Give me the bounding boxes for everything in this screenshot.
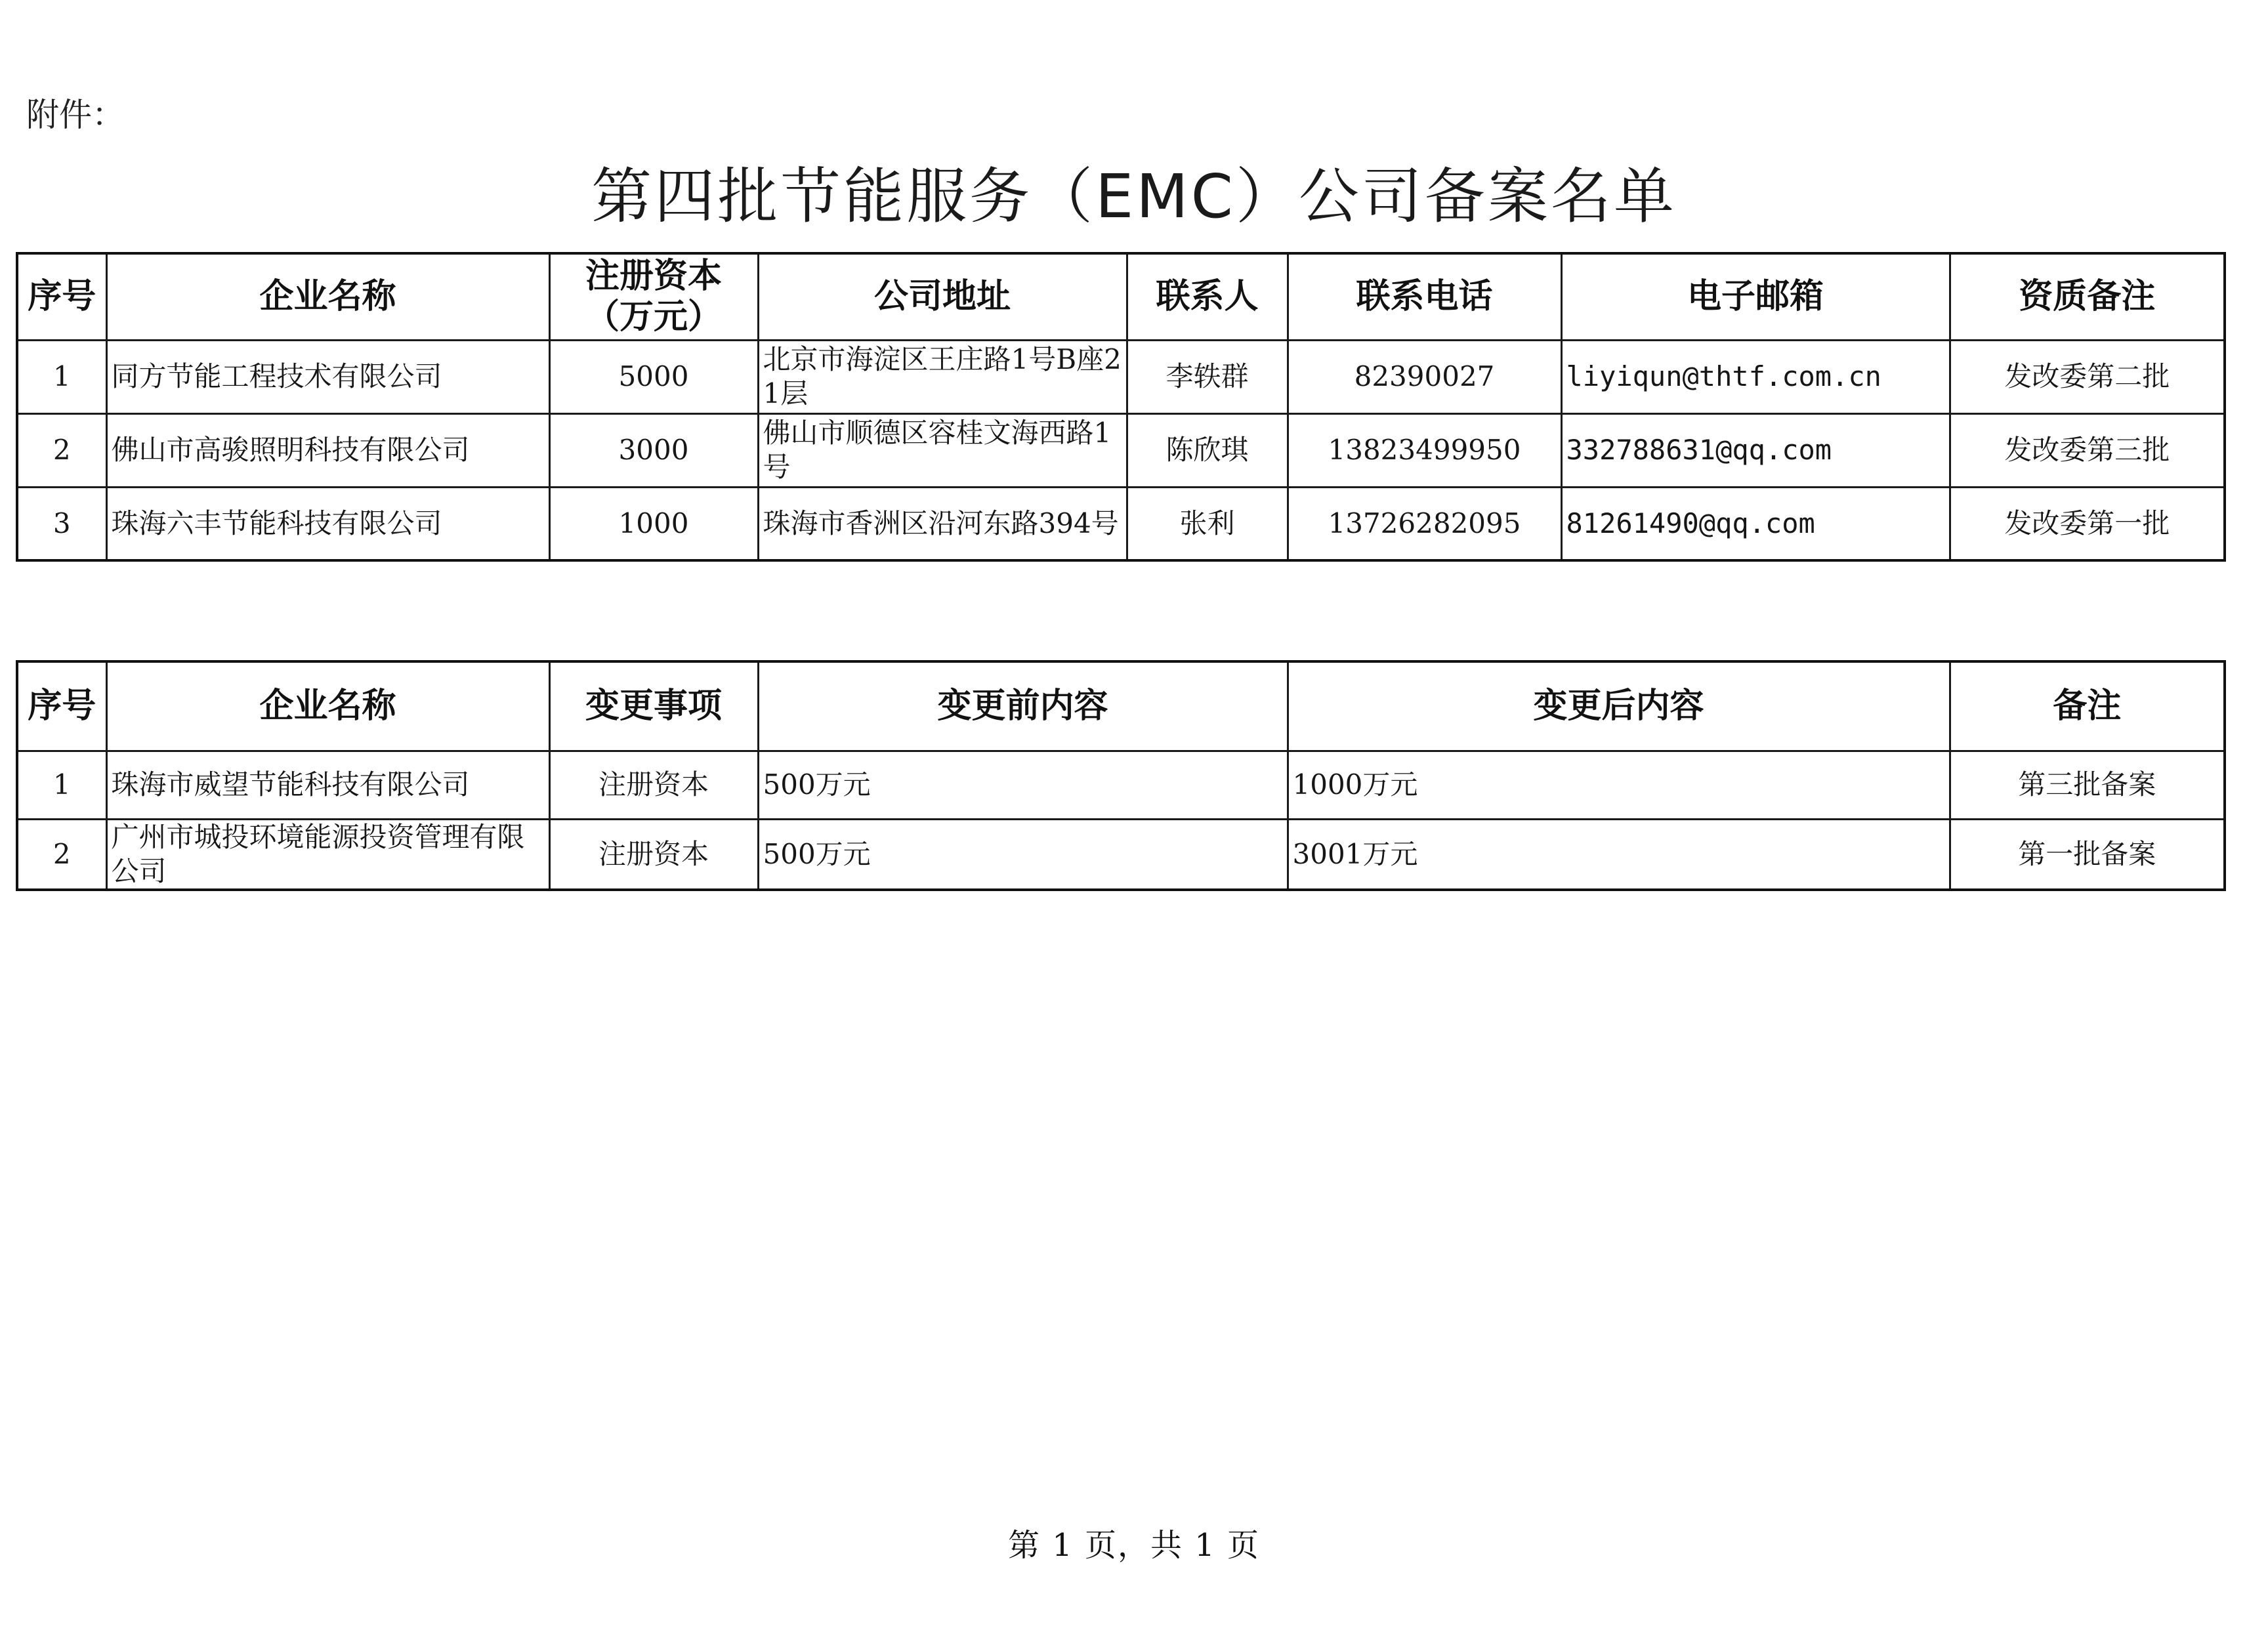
cell-note: 第一批备案 [1950, 819, 2225, 890]
header-email: 电子邮箱 [1561, 253, 1950, 340]
cell-contact: 陈欣琪 [1127, 413, 1288, 487]
header-capital-line2: （万元） [585, 297, 722, 337]
cell-phone: 13823499950 [1288, 413, 1561, 487]
header-capital [549, 253, 758, 340]
cell-address: 珠海市香洲区沿河东路394号 [758, 487, 1127, 560]
header-note: 资质备注 [1950, 253, 2225, 340]
header-capital-line1: 注册资本 [585, 257, 722, 297]
cell-email: 81261490@qq.com [1561, 487, 1950, 560]
header-company: 企业名称 [106, 253, 549, 340]
cell-after: 3001万元 [1288, 819, 1950, 890]
cell-note: 发改委第三批 [1950, 413, 2225, 487]
cell-note: 发改委第一批 [1950, 487, 2225, 560]
cell-company: 珠海六丰节能科技有限公司 [106, 487, 549, 560]
header-seq: 序号 [17, 661, 106, 751]
change-record-table [16, 660, 2226, 891]
header-phone: 联系电话 [1288, 253, 1561, 340]
cell-capital: 3000 [549, 413, 758, 487]
cell-contact: 张利 [1127, 487, 1288, 560]
cell-company: 广州市城投环境能源投资管理有限公司 [106, 819, 549, 890]
cell-phone: 82390027 [1288, 340, 1561, 413]
header-note: 备注 [1950, 661, 2225, 751]
cell-email: 332788631@qq.com [1561, 413, 1950, 487]
cell-capital: 5000 [549, 340, 758, 413]
header-after: 变更后内容 [1288, 661, 1950, 751]
cell-before: 500万元 [758, 751, 1288, 819]
table-row [17, 340, 2225, 413]
table-row [17, 819, 2225, 890]
cell-note: 发改委第二批 [1950, 340, 2225, 413]
cell-seq: 2 [17, 819, 106, 890]
cell-address: 佛山市顺德区容桂文海西路1号 [758, 413, 1127, 487]
cell-after: 1000万元 [1288, 751, 1950, 819]
cell-contact: 李轶群 [1127, 340, 1288, 413]
table-row [17, 413, 2225, 487]
table-row [17, 751, 2225, 819]
attachment-label: 附件： [26, 96, 125, 134]
cell-seq: 2 [17, 413, 106, 487]
table-header-row [17, 661, 2225, 751]
header-change-item: 变更事项 [549, 661, 758, 751]
cell-company: 同方节能工程技术有限公司 [106, 340, 549, 413]
header-company: 企业名称 [106, 661, 549, 751]
table-row [17, 487, 2225, 560]
emc-filing-table [16, 252, 2226, 562]
cell-before: 500万元 [758, 819, 1288, 890]
cell-address: 北京市海淀区王庄路1号B座21层 [758, 340, 1127, 413]
header-contact: 联系人 [1127, 253, 1288, 340]
header-seq: 序号 [17, 253, 106, 340]
cell-seq: 1 [17, 340, 106, 413]
table-header-row [17, 253, 2225, 340]
cell-seq: 1 [17, 751, 106, 819]
cell-change-item: 注册资本 [549, 819, 758, 890]
cell-note: 第三批备案 [1950, 751, 2225, 819]
cell-email: liyiqun@thtf.com.cn [1561, 340, 1950, 413]
cell-change-item: 注册资本 [549, 751, 758, 819]
page-number-footer: 第 1 页，共 1 页 [1007, 1527, 1261, 1564]
cell-capital: 1000 [549, 487, 758, 560]
header-address: 公司地址 [758, 253, 1127, 340]
cell-seq: 3 [17, 487, 106, 560]
header-before: 变更前内容 [758, 661, 1288, 751]
cell-company: 佛山市高骏照明科技有限公司 [106, 413, 549, 487]
document-title: 第四批节能服务（EMC）公司备案名单 [591, 161, 1677, 232]
cell-phone: 13726282095 [1288, 487, 1561, 560]
cell-company: 珠海市威望节能科技有限公司 [106, 751, 549, 819]
